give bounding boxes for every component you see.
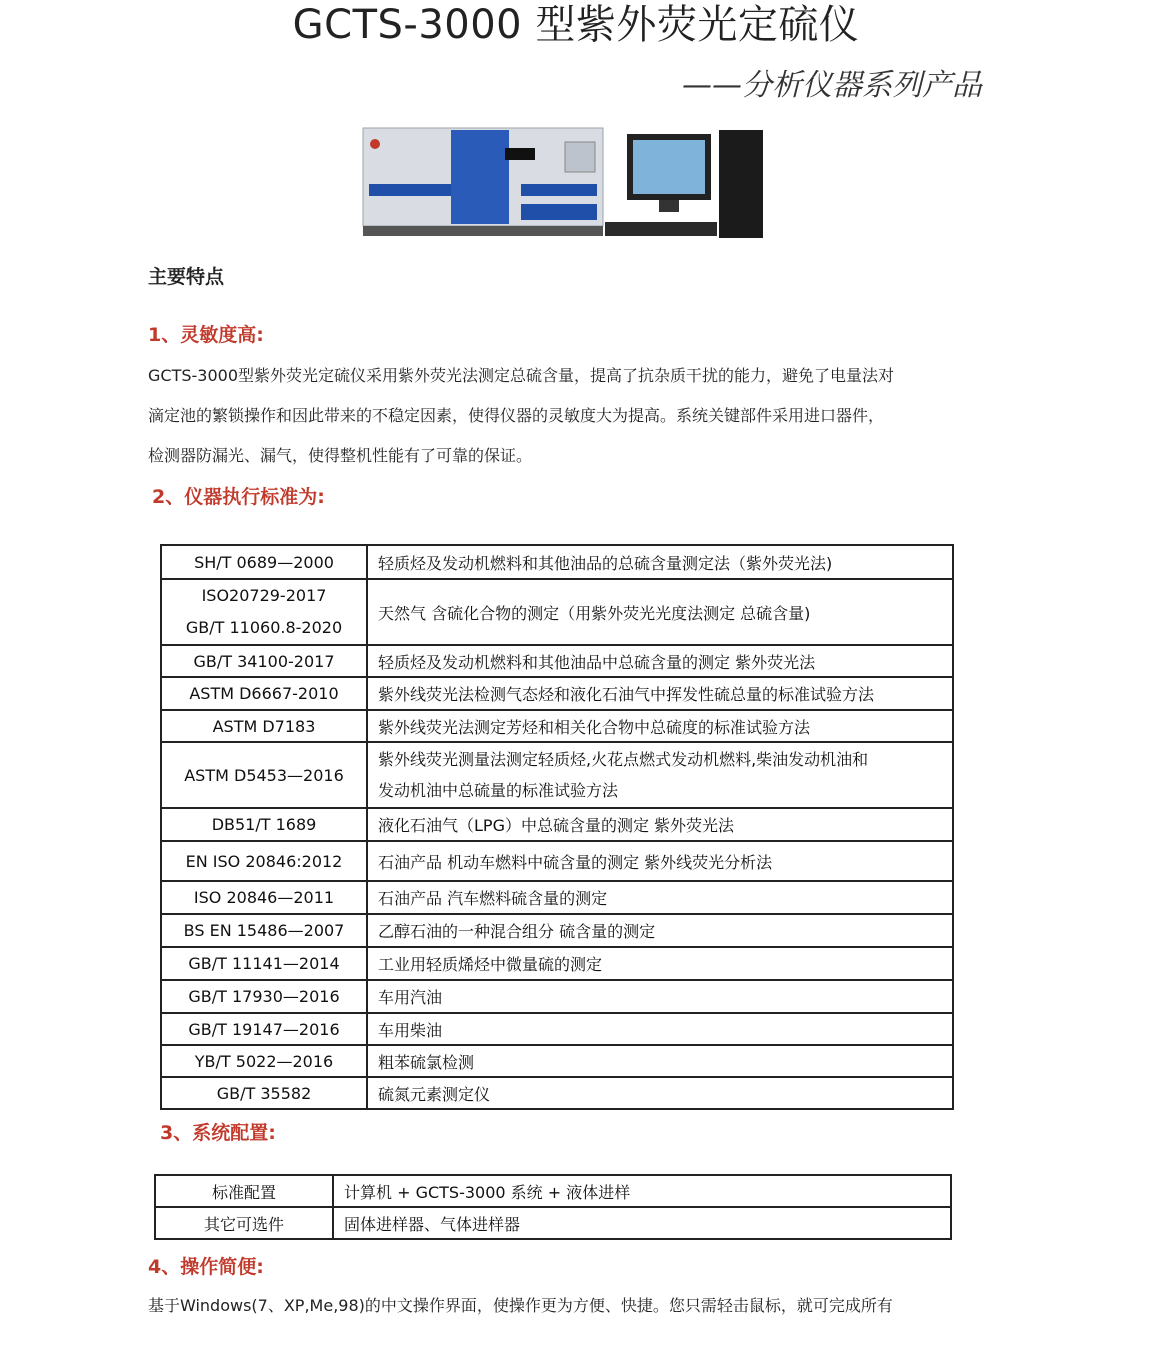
standard-desc: 乙醇石油的一种混合组分 硫含量的测定 bbox=[367, 914, 953, 947]
paragraph-line: 检测器防漏光、漏气，使得整机性能有了可靠的保证。 bbox=[148, 446, 533, 465]
standard-code: ISO 20846—2011 bbox=[161, 881, 367, 914]
table-row bbox=[161, 980, 953, 1013]
table-row bbox=[161, 579, 953, 645]
standard-desc: 工业用轻质烯烃中微量硫的测定 bbox=[367, 947, 953, 980]
standard-desc: 轻质烃及发动机燃料和其他油品中总硫含量的测定 紫外荧光法 bbox=[367, 645, 953, 677]
table-row bbox=[161, 881, 953, 914]
standard-desc: 天然气 含硫化合物的测定（用紫外荧光光度法测定 总硫含量) bbox=[367, 579, 953, 645]
config-value: 计算机 + GCTS-3000 系统 + 液体进样 bbox=[333, 1175, 951, 1207]
standard-desc-line: 紫外线荧光测量法测定轻质烃,火花点燃式发动机燃料,柴油发动机油和 bbox=[378, 750, 869, 769]
page-title: GCTS-3000 型紫外荧光定硫仪 bbox=[292, 2, 860, 48]
standard-code: YB/T 5022—2016 bbox=[161, 1045, 367, 1077]
standard-desc: 石油产品 汽车燃料硫含量的测定 bbox=[367, 881, 953, 914]
config-value: 固体进样器、气体进样器 bbox=[333, 1207, 951, 1239]
standard-desc: 车用柴油 bbox=[367, 1013, 953, 1045]
table-row bbox=[155, 1175, 951, 1207]
table-row bbox=[161, 1045, 953, 1077]
page-subtitle: ——分析仪器系列产品 bbox=[682, 68, 982, 103]
table-row bbox=[161, 645, 953, 677]
standard-desc: 液化石油气（LPG）中总硫含量的测定 紫外荧光法 bbox=[367, 808, 953, 841]
paragraph-line: 滴定池的繁锁操作和因此带来的不稳定因素，使得仪器的灵敏度大为提高。系统关键部件采用进口器件， bbox=[148, 406, 885, 425]
standard-code: DB51/T 1689 bbox=[161, 808, 367, 841]
table-row bbox=[161, 841, 953, 881]
table-row bbox=[161, 947, 953, 980]
standard-desc: 粗苯硫氯检测 bbox=[367, 1045, 953, 1077]
standard-desc: 轻质烃及发动机燃料和其他油品的总硫含量测定法（紫外荧光法) bbox=[367, 545, 953, 579]
table-row bbox=[161, 742, 953, 808]
standard-code-line: ISO20729-2017 bbox=[201, 586, 327, 605]
standard-desc-line: 发动机油中总硫量的标准试验方法 bbox=[378, 781, 619, 800]
standard-code: SH/T 0689—2000 bbox=[161, 545, 367, 579]
computer-tower bbox=[719, 130, 763, 238]
standard-code: GB/T 17930—2016 bbox=[161, 980, 367, 1013]
standard-desc: 紫外线荧光法测定芳烃和相关化合物中总硫度的标准试验方法 bbox=[367, 710, 953, 742]
standard-code: ASTM D5453—2016 bbox=[161, 742, 367, 808]
standard-code: BS EN 15486—2007 bbox=[161, 914, 367, 947]
paragraph-line: GCTS-3000型紫外荧光定硫仪采用紫外荧光法测定总硫含量，提高了抗杂质干扰的能力，避免了电量法对 bbox=[148, 366, 894, 385]
config-key: 标准配置 bbox=[155, 1175, 333, 1207]
table-row bbox=[161, 1077, 953, 1109]
config-table bbox=[154, 1174, 952, 1240]
standard-code: ASTM D6667-2010 bbox=[161, 677, 367, 710]
keyboard bbox=[605, 222, 717, 236]
main-features-heading: 主要特点 bbox=[148, 266, 225, 288]
standard-desc bbox=[367, 742, 953, 808]
table-row bbox=[161, 710, 953, 742]
standard-code: GB/T 34100-2017 bbox=[161, 645, 367, 677]
section-1-heading: 1、灵敏度高: bbox=[148, 324, 264, 346]
standard-desc: 紫外线荧光法检测气态烃和液化石油气中挥发性硫总量的标准试验方法 bbox=[367, 677, 953, 710]
standard-code-line: GB/T 11060.8-2020 bbox=[185, 618, 343, 637]
section-1-paragraph bbox=[148, 356, 1008, 476]
section-4-heading: 4、操作简便: bbox=[148, 1256, 264, 1278]
section-3-heading: 3、系统配置: bbox=[160, 1122, 276, 1144]
table-row bbox=[161, 1013, 953, 1045]
standard-code: GB/T 19147—2016 bbox=[161, 1013, 367, 1045]
section-2-heading: 2、仪器执行标准为: bbox=[152, 486, 325, 508]
product-photo bbox=[355, 124, 775, 244]
table-row bbox=[155, 1207, 951, 1239]
table-row bbox=[161, 677, 953, 710]
standard-code: EN ISO 20846:2012 bbox=[161, 841, 367, 881]
standard-code: GB/T 35582 bbox=[161, 1077, 367, 1109]
standards-table bbox=[160, 544, 954, 1110]
table-row bbox=[161, 914, 953, 947]
display-window bbox=[505, 148, 535, 160]
standard-code: ASTM D7183 bbox=[161, 710, 367, 742]
config-key: 其它可选件 bbox=[155, 1207, 333, 1239]
standard-code: GB/T 11141—2014 bbox=[161, 947, 367, 980]
instrument-center-panel bbox=[451, 130, 509, 224]
table-row bbox=[161, 545, 953, 579]
standard-desc: 硫氮元素测定仪 bbox=[367, 1077, 953, 1109]
standard-desc: 石油产品 机动车燃料中硫含量的测定 紫外线荧光分析法 bbox=[367, 841, 953, 881]
table-row bbox=[161, 808, 953, 841]
standard-code bbox=[161, 579, 367, 645]
standard-desc: 车用汽油 bbox=[367, 980, 953, 1013]
brand-logo-icon bbox=[370, 139, 380, 149]
section-4-paragraph: 基于Windows(7、XP,Me,98)的中文操作界面，使操作更为方便、快捷。您只需轻击鼠标，就可完成所有 bbox=[148, 1296, 893, 1315]
